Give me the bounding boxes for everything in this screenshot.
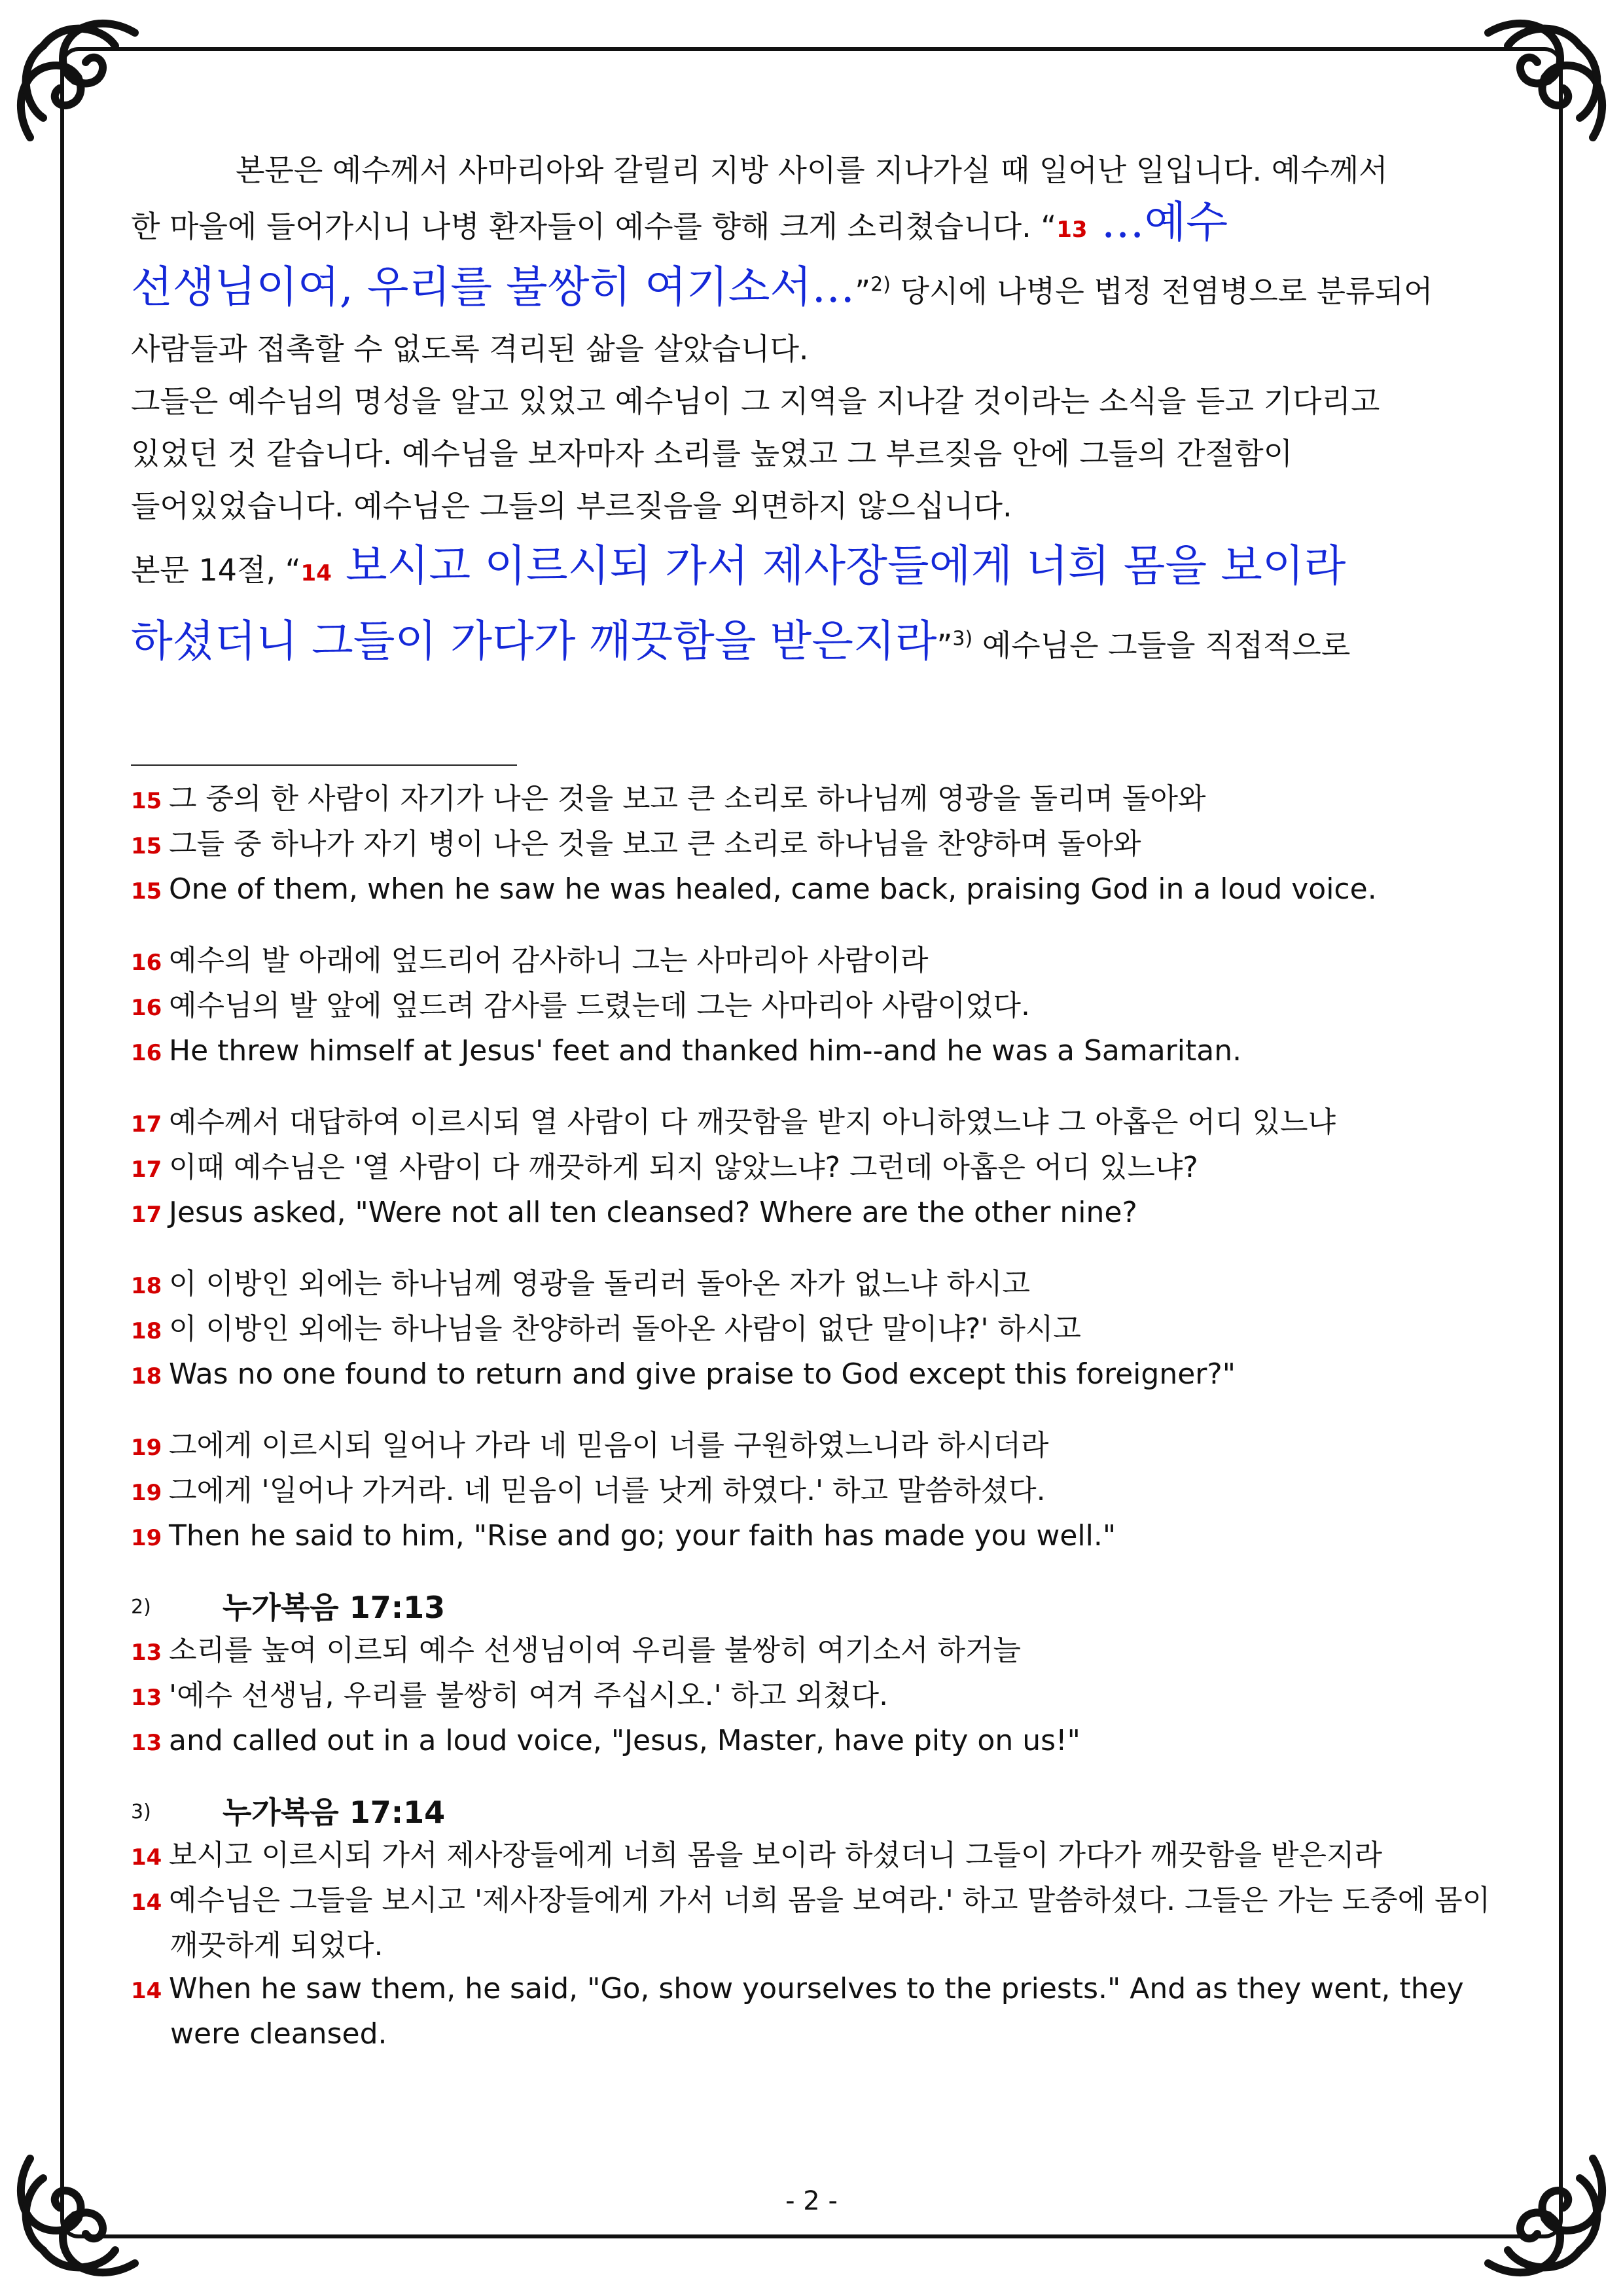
text: 본문 14절, “ — [131, 552, 301, 588]
verse-number: 18 — [131, 1363, 162, 1390]
text: 한 마을에 들어가시니 나병 환자들이 예수를 향해 크게 소리쳤습니다. “ — [131, 209, 1057, 244]
verse-line — [131, 1719, 1492, 1765]
verse-group-18 — [131, 1263, 1492, 1398]
verse-line — [131, 1967, 1492, 2056]
verse-line — [131, 1424, 1492, 1469]
footnote-heading — [131, 1586, 1492, 1629]
verse-line — [131, 1101, 1492, 1146]
verse-number: 18 — [131, 1273, 162, 1299]
verse-text: and called out in a loud voice, "Jesus, Master, have pity on us!" — [169, 1724, 1080, 1757]
verse-number: 17 — [131, 1157, 162, 1183]
footnote-2 — [131, 1586, 1492, 1765]
verse-line — [131, 1469, 1492, 1515]
verse-line — [131, 984, 1492, 1030]
verse-text: 그들 중 하나가 자기 병이 나은 것을 보고 큰 소리로 하나님을 찬양하며 돌아와 — [169, 827, 1141, 861]
footnote-ref[interactable]: 2) — [870, 273, 891, 296]
verse-text: 그에게 '일어나 가거라. 네 믿음이 너를 낫게 하였다.' 하고 말씀하셨다. — [169, 1474, 1046, 1507]
verse-text: 소리를 높여 이르되 예수 선생님이여 우리를 불쌍히 여기소서 하거늘 — [169, 1634, 1021, 1667]
verse-number: 15 — [131, 878, 162, 905]
paragraph-2-line-2: 있었던 것 같습니다. 예수님을 보자마자 소리를 높였고 그 부르짖음 안에 그들의 간절함이 — [131, 436, 1293, 471]
verse-number: 19 — [131, 1525, 162, 1551]
verse-number: 17 — [131, 1202, 162, 1228]
verse-group-19 — [131, 1424, 1492, 1560]
verse-number: 14 — [131, 1890, 162, 1916]
verse-line — [131, 1191, 1492, 1236]
verse-group-17 — [131, 1101, 1492, 1236]
verse-number: 13 — [131, 1730, 162, 1756]
footnote-divider — [131, 764, 517, 766]
text: 당시에 나병은 법정 전염병으로 분류되어 — [890, 274, 1433, 309]
verse-line — [131, 868, 1492, 913]
verse-text: 이 이방인 외에는 하나님을 찬양하러 돌아온 사람이 없단 말이냐?' 하시고 — [169, 1312, 1081, 1346]
paragraph-1-line-2 — [131, 196, 1492, 256]
verse-line — [131, 823, 1492, 868]
verse-text: 예수께서 대답하여 이르시되 열 사람이 다 깨끗함을 받지 아니하였느냐 그 아홉은 어디 있느냐 — [169, 1105, 1336, 1139]
verse-line — [131, 1879, 1492, 1967]
scripture-quote: 선생님이여, 우리를 불쌍히 여기소서… — [131, 262, 855, 312]
verse-text: 그에게 이르시되 일어나 가라 네 믿음이 너를 구원하였느니라 하시더라 — [169, 1429, 1049, 1462]
text: 예수님은 그들을 직접적으로 — [972, 628, 1351, 663]
verse-line — [131, 1308, 1492, 1353]
verse-text: He threw himself at Jesus' feet and thanked him--and he was a Samaritan. — [169, 1034, 1242, 1067]
verse-text: 예수의 발 아래에 엎드리어 감사하니 그는 사마리아 사람이라 — [169, 944, 929, 977]
verse-text: 이 이방인 외에는 하나님께 영광을 돌리러 돌아온 자가 없느냐 하시고 — [169, 1267, 1030, 1300]
verse-line — [131, 939, 1492, 984]
paragraph-3-line-1 — [131, 532, 1492, 607]
verse-number: 13 — [131, 1685, 162, 1711]
paragraph-3-line-2 — [131, 607, 1492, 679]
close-quote: ” — [855, 274, 871, 309]
scripture-quote: 보시고 이르시되 가서 제사장들에게 너희 몸을 보이라 — [331, 541, 1346, 591]
paragraph-1-line-4: 사람들과 접촉할 수 없도록 격리된 삶을 살았습니다. — [131, 331, 809, 367]
verse-number: 16 — [131, 950, 162, 976]
paragraph-1-line-1: 본문은 예수께서 사마리아와 갈릴리 지방 사이를 지나가실 때 일어난 일입니다. 예수께서 — [236, 152, 1388, 188]
verse-number: 14 — [131, 1978, 162, 2004]
verse-line — [131, 1834, 1492, 1879]
verse-number: 18 — [131, 1318, 162, 1344]
page-number: - 2 - — [785, 2186, 838, 2216]
paragraph-2-line-1: 그들은 예수님의 명성을 알고 있었고 예수님이 그 지역을 지나갈 것이라는 소식을 듣고 기다리고 — [131, 384, 1380, 419]
verse-text: 그 중의 한 사람이 자기가 나은 것을 보고 큰 소리로 하나님께 영광을 돌리며 돌아와 — [169, 782, 1206, 816]
verse-text: Was no one found to return and give praise to God except this foreigner?" — [169, 1357, 1236, 1391]
footnote-mark: 2) — [131, 1596, 151, 1619]
verse-line — [131, 1674, 1492, 1719]
footnote-mark: 3) — [131, 1801, 151, 1823]
footnote-heading — [131, 1791, 1492, 1834]
verse-text: When he saw them, he said, "Go, show yourselves to the priests." And as they went, they were cleansed. — [169, 1972, 1464, 2051]
verse-text: 예수님의 발 앞에 엎드려 감사를 드렸는데 그는 사마리아 사람이었다. — [169, 989, 1030, 1022]
verse-text: Jesus asked, "Were not all ten cleansed? Where are the other nine? — [169, 1196, 1137, 1229]
footnote-title: 누가복음 17:13 — [223, 1590, 446, 1625]
verse-line — [131, 1629, 1492, 1674]
verse-text: Then he said to him, "Rise and go; your faith has made you well." — [169, 1519, 1116, 1552]
verse-line — [131, 1030, 1492, 1075]
verse-text: One of them, when he saw he was healed, came back, praising God in a loud voice. — [169, 872, 1377, 906]
verse-number: 19 — [131, 1480, 162, 1506]
verse-number: 15 — [131, 788, 162, 814]
verse-text: 예수님은 그들을 보시고 '제사장들에게 가서 너희 몸을 보여라.' 하고 말씀하셨다. 그들은 가는 도중에 몸이 깨끗하게 되었다. — [169, 1884, 1491, 1962]
footnote-3 — [131, 1791, 1492, 2056]
verse-number: 14 — [131, 1844, 162, 1871]
verse-line — [131, 1263, 1492, 1308]
paragraph-1-line-3 — [131, 256, 1492, 323]
verse-number: 17 — [131, 1111, 162, 1138]
verse-number: 13 — [1056, 217, 1088, 243]
paragraph-2-line-3: 들어있었습니다. 예수님은 그들의 부르짖음을 외면하지 않으십니다. — [131, 488, 1012, 524]
footnote-title: 누가복음 17:14 — [223, 1795, 446, 1830]
verse-group-16 — [131, 939, 1492, 1075]
verse-number: 15 — [131, 833, 162, 859]
scripture-quote: 하셨더니 그들이 가다가 깨끗함을 받은지라 — [131, 616, 937, 666]
verse-text: '예수 선생님, 우리를 불쌍히 여겨 주십시오.' 하고 외쳤다. — [169, 1679, 889, 1712]
verse-line — [131, 1353, 1492, 1398]
verse-group-15 — [131, 778, 1492, 913]
verse-number: 16 — [131, 995, 162, 1021]
footnote-ref[interactable]: 3) — [952, 627, 973, 651]
scripture-quote: …예수 — [1087, 197, 1228, 247]
close-quote: ” — [936, 628, 953, 663]
verse-line — [131, 1146, 1492, 1191]
main-body — [131, 144, 1492, 679]
verse-number: 19 — [131, 1435, 162, 1461]
verse-text: 이때 예수님은 '열 사람이 다 깨끗하게 되지 않았느냐? 그런데 아홉은 어디 있느냐? — [169, 1151, 1198, 1184]
footnotes — [131, 778, 1492, 2082]
verse-text: 보시고 이르시되 가서 제사장들에게 너희 몸을 보이라 하셨더니 그들이 가다가 깨끗함을 받은지라 — [169, 1839, 1383, 1872]
verse-line — [131, 778, 1492, 823]
verse-line — [131, 1515, 1492, 1560]
verse-number: 16 — [131, 1040, 162, 1066]
verse-number: 14 — [300, 560, 332, 586]
verse-number: 13 — [131, 1640, 162, 1666]
